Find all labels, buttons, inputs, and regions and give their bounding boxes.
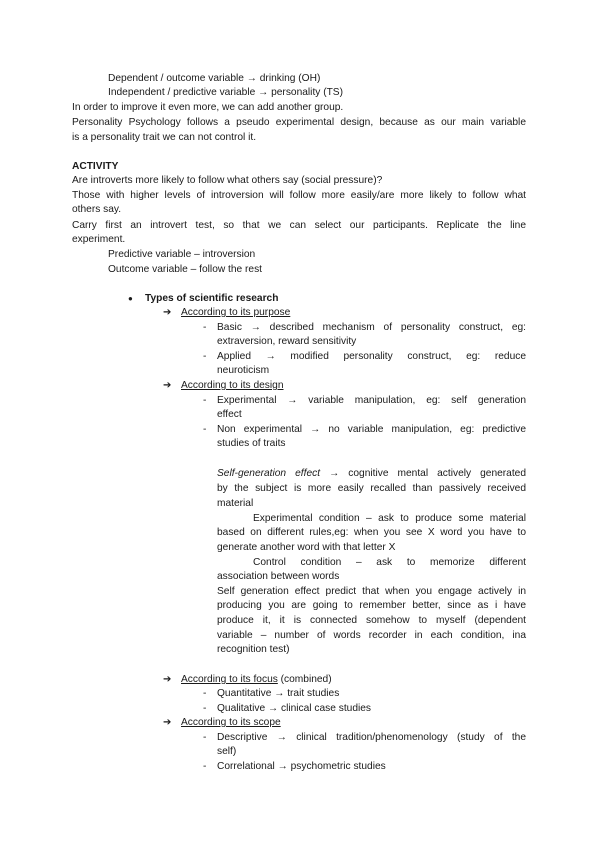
arrow-icon: ➔	[163, 674, 172, 685]
applied-line-1: Applied → modified personality construct, eg: reduce	[217, 351, 526, 362]
basic-line-2: extraversion, reward sensitivity	[217, 336, 357, 347]
qualitative-line: Qualitative → clinical case studies	[217, 703, 372, 714]
activity-question: Are introverts more likely to follow what others say (social pressure)?	[72, 175, 383, 186]
applied-line-2: neuroticism	[217, 365, 270, 376]
dash-icon: -	[203, 395, 207, 406]
dash-icon: -	[203, 322, 207, 333]
prediction-line-4: variable – number of words recorder in each condition, ina	[217, 630, 526, 641]
improve-line: In order to improve it even more, we can add another group.	[72, 102, 344, 113]
prediction-line-1: Self generation effect predict that when you engage actively in	[217, 586, 526, 597]
dash-icon: -	[203, 703, 207, 714]
control-condition-line-2: association between words	[217, 571, 340, 582]
descriptive-line-2: self)	[217, 746, 237, 757]
quantitative-line: Quantitative → trait studies	[217, 688, 340, 699]
sge-line-2: by the subject is more easily recalled than passively received	[217, 483, 526, 494]
control-condition-line-1: Control condition – ask to memorize different	[253, 557, 526, 568]
predictive-variable-line: Predictive variable – introversion	[108, 249, 256, 260]
independent-variable-line: Independent / predictive variable → personality (TS)	[108, 87, 343, 98]
carry-line-2: experiment.	[72, 234, 126, 245]
sge-term: Self-generation effect	[217, 468, 321, 479]
pseudo-design-line-2: is a personality trait we can not control it.	[72, 132, 257, 143]
research-types-heading: Types of scientific research	[145, 293, 279, 304]
sge-definition: → cognitive mental actively generated	[320, 468, 527, 479]
purpose-title: According to its purpose	[181, 307, 291, 318]
experimental-condition-line-1: Experimental condition – ask to produce some material	[253, 513, 526, 524]
experimental-line-2: effect	[217, 409, 242, 420]
focus-line	[181, 673, 332, 687]
dependent-variable-line: Dependent / outcome variable → drinking (OH)	[108, 73, 321, 84]
dash-icon: -	[203, 732, 207, 743]
correlational-line: Correlational → psychometric studies	[217, 761, 386, 772]
activity-heading: ACTIVITY	[72, 161, 119, 172]
prediction-line-2: producing you are going to remember better, since as i have	[217, 600, 526, 611]
hypothesis-line-1: Those with higher levels of introversion will follow more easily/are more likely to follow what	[72, 190, 526, 201]
prediction-line-3: produce it, it is connected somehow to myself (dependent	[217, 615, 526, 626]
basic-line-1: Basic → described mechanism of personality construct, eg:	[217, 322, 526, 333]
dash-icon: -	[203, 351, 207, 362]
scope-title: According to its scope	[181, 717, 281, 728]
descriptive-line-1: Descriptive → clinical tradition/phenomenology (study of the	[217, 732, 526, 743]
hypothesis-line-2: others say.	[72, 204, 122, 215]
arrow-icon: ➔	[163, 717, 172, 728]
focus-suffix: (combined)	[277, 674, 332, 685]
outcome-variable-line: Outcome variable – follow the rest	[108, 264, 263, 275]
prediction-line-5: recognition test)	[217, 644, 290, 655]
sge-line-3: material	[217, 498, 254, 509]
design-title: According to its design	[181, 380, 284, 391]
arrow-icon: ➔	[163, 307, 172, 318]
dash-icon: -	[203, 424, 207, 435]
dash-icon: -	[203, 761, 207, 772]
nonexperimental-line-1: Non experimental → no variable manipulation, eg: predictive	[217, 424, 526, 435]
dash-icon: -	[203, 688, 207, 699]
experimental-condition-line-3: generate another word with that letter X	[217, 542, 396, 553]
carry-line-1: Carry first an introvert test, so that we can select our participants. Replicate the line	[72, 220, 526, 231]
experimental-condition-line-2: based on different rules,eg: when you see X word you have to	[217, 527, 526, 538]
arrow-icon: ➔	[163, 380, 172, 391]
pseudo-design-line-1: Personality Psychology follows a pseudo experimental design, because as our main variable	[72, 117, 526, 128]
experimental-line-1: Experimental → variable manipulation, eg: self generation	[217, 395, 526, 406]
nonexperimental-line-2: studies of traits	[217, 438, 286, 449]
sge-line-1	[217, 467, 526, 481]
focus-title: According to its focus	[181, 674, 278, 685]
bullet-icon: ●	[128, 294, 133, 303]
